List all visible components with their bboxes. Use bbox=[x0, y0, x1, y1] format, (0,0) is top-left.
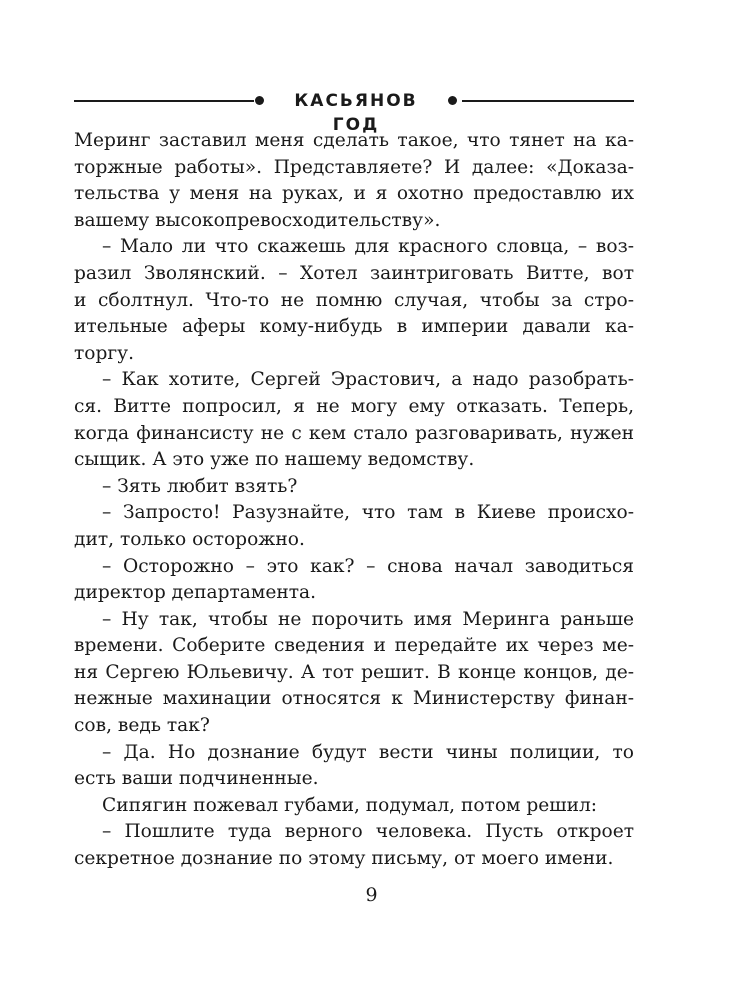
text-line: – Ну так, чтобы не порочить имя Меринга раньше bbox=[102, 608, 634, 630]
text-line: ительные аферы кому-нибудь в империи давали ка- bbox=[74, 316, 634, 338]
running-head-bullet-right bbox=[448, 96, 457, 105]
page-number: 9 bbox=[365, 884, 378, 906]
running-head bbox=[74, 86, 634, 135]
text-line: вашему высокопревосходительству». bbox=[74, 209, 441, 231]
text-line: – Осторожно – это как? – снова начал заводиться bbox=[102, 555, 634, 577]
text-line: сыщик. А это уже по нашему ведомству. bbox=[74, 449, 475, 471]
running-head-rule-right bbox=[462, 100, 634, 102]
text-line: – Как хотите, Сергей Эрастович, а надо разобрать- bbox=[102, 369, 634, 391]
text-line: – Запросто! Разузнайте, что там в Киеве происхо- bbox=[102, 502, 634, 524]
text-line: Сипягин пожевал губами, подумал, потом решил: bbox=[102, 794, 598, 816]
body-text bbox=[74, 128, 634, 873]
text-line: есть ваши подчиненные. bbox=[74, 768, 319, 790]
text-line: времени. Соберите сведения и передайте их через ме- bbox=[74, 635, 634, 657]
text-line: Меринг заставил меня сделать такое, что тянет на ка- bbox=[74, 130, 634, 151]
text-line: когда финансисту не с кем стало разговаривать, нужен bbox=[74, 422, 634, 444]
text-line: нежные махинации относятся к Министерству финан- bbox=[74, 688, 634, 710]
text-line: – Мало ли что скажешь для красного словца, – воз- bbox=[102, 236, 634, 258]
running-head-rule-left bbox=[74, 100, 254, 102]
text-line: ня Сергею Юльевичу. А тот решит. В конце концов, де- bbox=[74, 661, 634, 683]
text-line: – Пошлите туда верного человека. Пусть откроет bbox=[102, 821, 634, 843]
text-line: – Зять любит взять? bbox=[102, 475, 298, 497]
text-line: сов, ведь так? bbox=[74, 715, 210, 737]
running-head-bullet-left bbox=[255, 96, 264, 105]
text-line: – Да. Но дознание будут вести чины полиции, то bbox=[102, 741, 634, 763]
text-line: секретное дознание по этому письму, от моего имени. bbox=[74, 848, 614, 870]
text-line: дит, только осторожно. bbox=[74, 528, 305, 550]
text-line: торгу. bbox=[74, 342, 134, 364]
text-line: директор департамента. bbox=[74, 582, 317, 604]
text-line: и сболтнул. Что-то не помню случая, чтобы за стро- bbox=[74, 289, 634, 311]
text-line: тельства у меня на руках, и я охотно предоставлю их bbox=[74, 183, 634, 205]
text-line: разил Зволянский. – Хотел заинтриговать Витте, вот bbox=[74, 262, 634, 284]
running-head-title: КАСЬЯНОВ ГОД bbox=[294, 91, 418, 135]
text-line: ся. Витте попросил, я не могу ему отказать. Теперь, bbox=[74, 395, 634, 417]
text-line: торжные работы». Представляете? И далее: «Доказа- bbox=[74, 156, 634, 178]
